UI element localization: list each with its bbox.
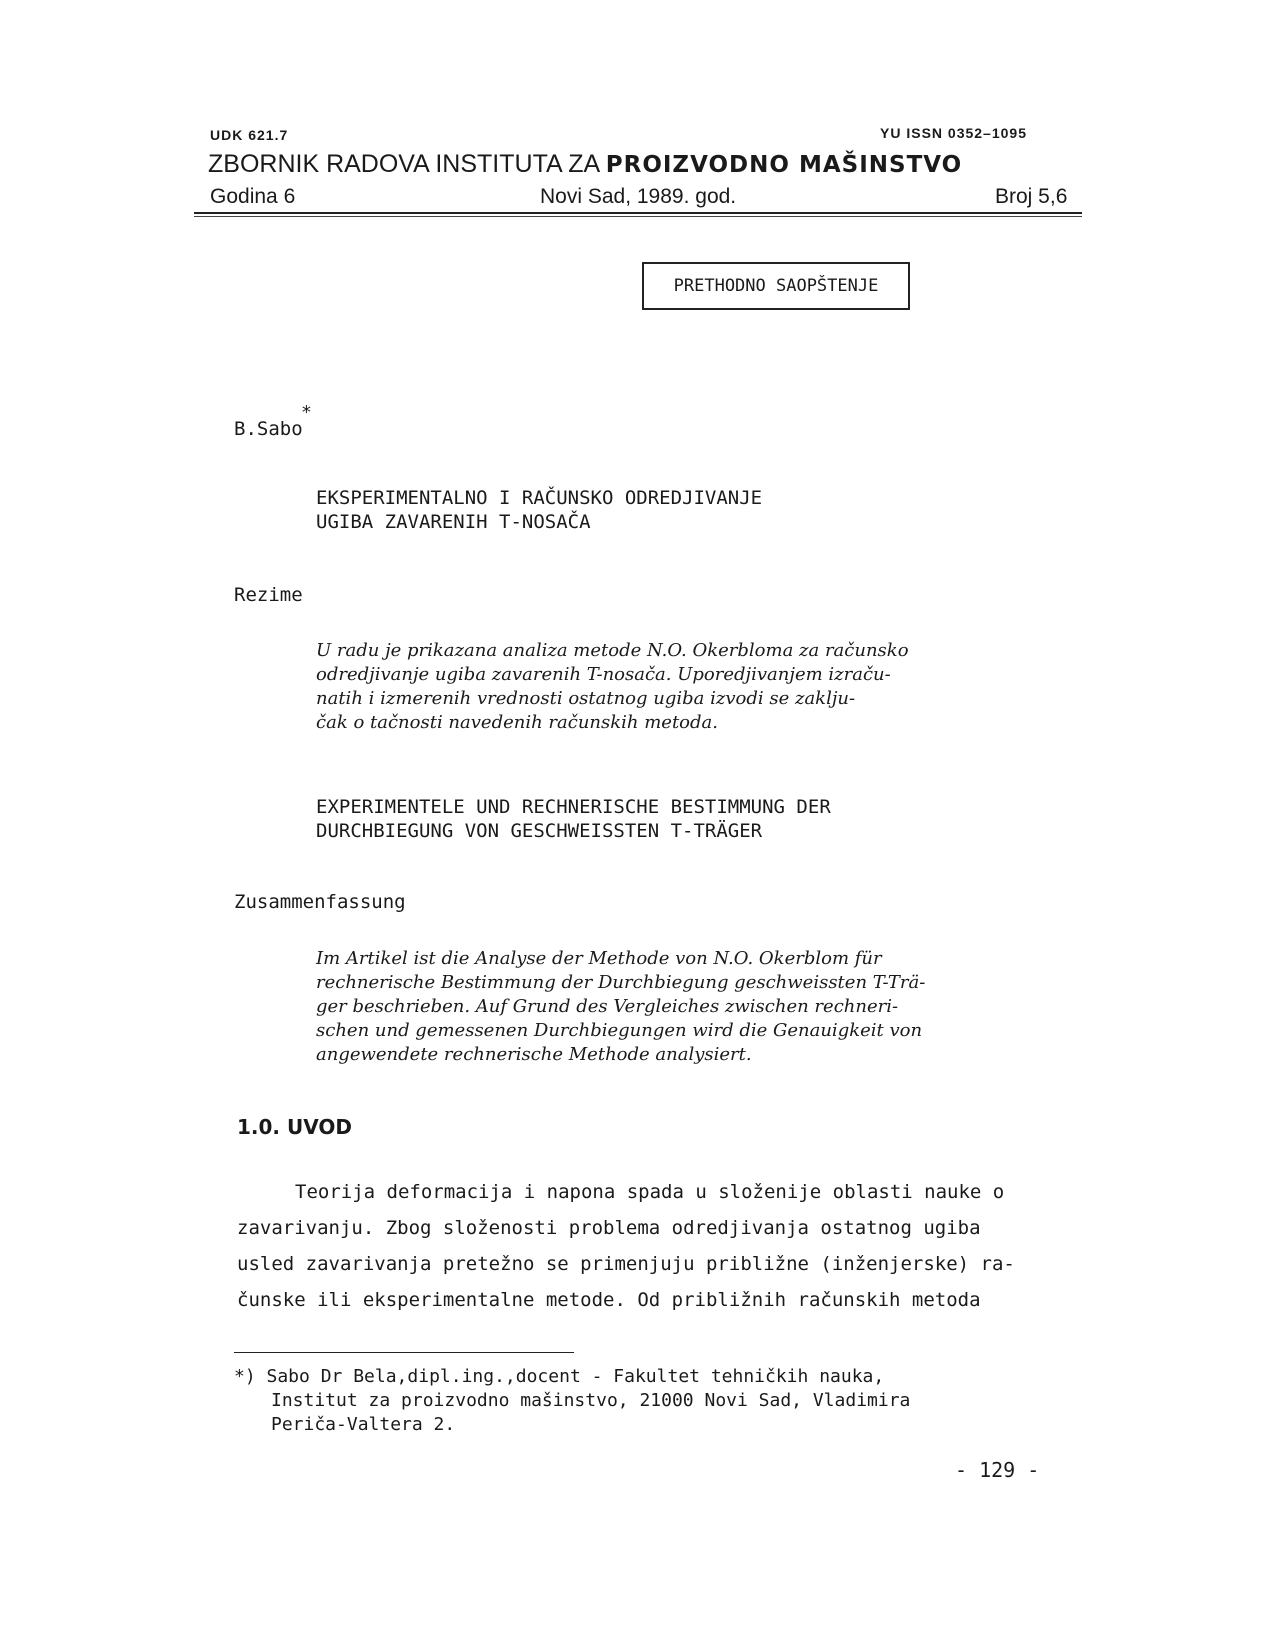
- abstract-line: čak o tačnosti navedenih računskih metoda.: [316, 712, 718, 733]
- abstract-serbian: [316, 639, 1041, 735]
- category-label: PRETHODNO SAOPŠTENJE: [673, 276, 879, 296]
- zusammenfassung-heading: Zusammenfassung: [234, 891, 406, 913]
- author-name: B.Sabo: [234, 418, 303, 440]
- title-german-line: DURCHBIEGUNG VON GESCHWEISSTEN T-TRÄGER: [316, 820, 763, 842]
- abstract-line: angewendete rechnerische Methode analysiert.: [316, 1044, 752, 1065]
- volume-year: [210, 185, 295, 209]
- abstract-line: rechnerische Bestimmung der Durchbiegung geschweissten T-Trä-: [316, 972, 926, 993]
- author-footnote-mark: *: [301, 402, 312, 423]
- body-line: Teorija deformacija i napona spada u složenije oblasti nauke o: [295, 1181, 1005, 1203]
- footnote-line: Institut za proizvodno mašinstvo, 21000 Novi Sad, Vladimira: [271, 1390, 911, 1411]
- journal-title-plain: ZBORNIK RADOVA INSTITUTA ZA: [208, 150, 606, 178]
- body-text: [237, 1174, 1015, 1318]
- footnote-line: Periča-Valtera 2.: [271, 1414, 456, 1435]
- volume-value: 6: [283, 185, 296, 208]
- footnote-line: *) Sabo Dr Bela,dipl.ing.,docent - Fakultet tehničkih nauka,: [234, 1366, 885, 1387]
- abstract-line: schen und gemessenen Durchbiegungen wird die Genauigkeit von: [316, 1020, 923, 1041]
- journal-title: [208, 150, 962, 179]
- abstract-line: odredjivanje ugiba zavarenih T-nosača. Uporedjivanjem izraču-: [316, 664, 891, 685]
- footnote-rule: [234, 1352, 574, 1353]
- abstract-line: Im Artikel ist die Analyse der Methode von N.O. Okerblom für: [316, 948, 882, 969]
- body-line: čunske ili eksperimentalne metode. Od približnih računskih metoda: [237, 1289, 981, 1311]
- title-german-line: EXPERIMENTELE UND RECHNERISCHE BESTIMMUNG DER: [316, 796, 831, 818]
- abstract-line: U radu je prikazana analiza metode N.O. Okerbloma za računsko: [316, 640, 909, 661]
- place-date: Novi Sad, 1989. god.: [540, 185, 737, 208]
- title-german: [316, 795, 831, 843]
- page-number: - 129 -: [955, 1458, 1040, 1482]
- udk-code: UDK 621.7: [210, 127, 289, 143]
- footnote: [234, 1365, 910, 1437]
- header-rule: [194, 212, 1082, 214]
- body-line: zavarivanju. Zbog složenosti problema odredjivanja ostatnog ugiba: [237, 1217, 981, 1239]
- journal-title-bold: PROIZVODNO MAŠINSTVO: [605, 152, 963, 178]
- title-serbian: [316, 486, 762, 534]
- volume-label: Godina: [210, 185, 284, 208]
- category-box: [642, 262, 910, 310]
- section-heading: 1.0. UVOD: [237, 1115, 352, 1139]
- issue-number: Broj 5,6: [995, 185, 1068, 208]
- title-serbian-line: EKSPERIMENTALNO I RAČUNSKO ODREDJIVANJE: [316, 487, 763, 509]
- abstract-line: natih i izmerenih vrednosti ostatnog ugiba izvodi se zaklju-: [316, 688, 856, 709]
- abstract-line: ger beschrieben. Auf Grund des Vergleiches zwischen rechneri-: [316, 996, 899, 1017]
- abstract-german: [316, 947, 1041, 1067]
- rezime-heading: Rezime: [234, 584, 303, 606]
- header-rule-thin: [194, 216, 1082, 217]
- body-line: usled zavarivanja pretežno se primenjuju približne (inženjerske) ra-: [237, 1253, 1015, 1275]
- issn-code: YU ISSN 0352–1095: [880, 125, 1027, 141]
- title-serbian-line: UGIBA ZAVARENIH T-NOSAČA: [316, 511, 591, 533]
